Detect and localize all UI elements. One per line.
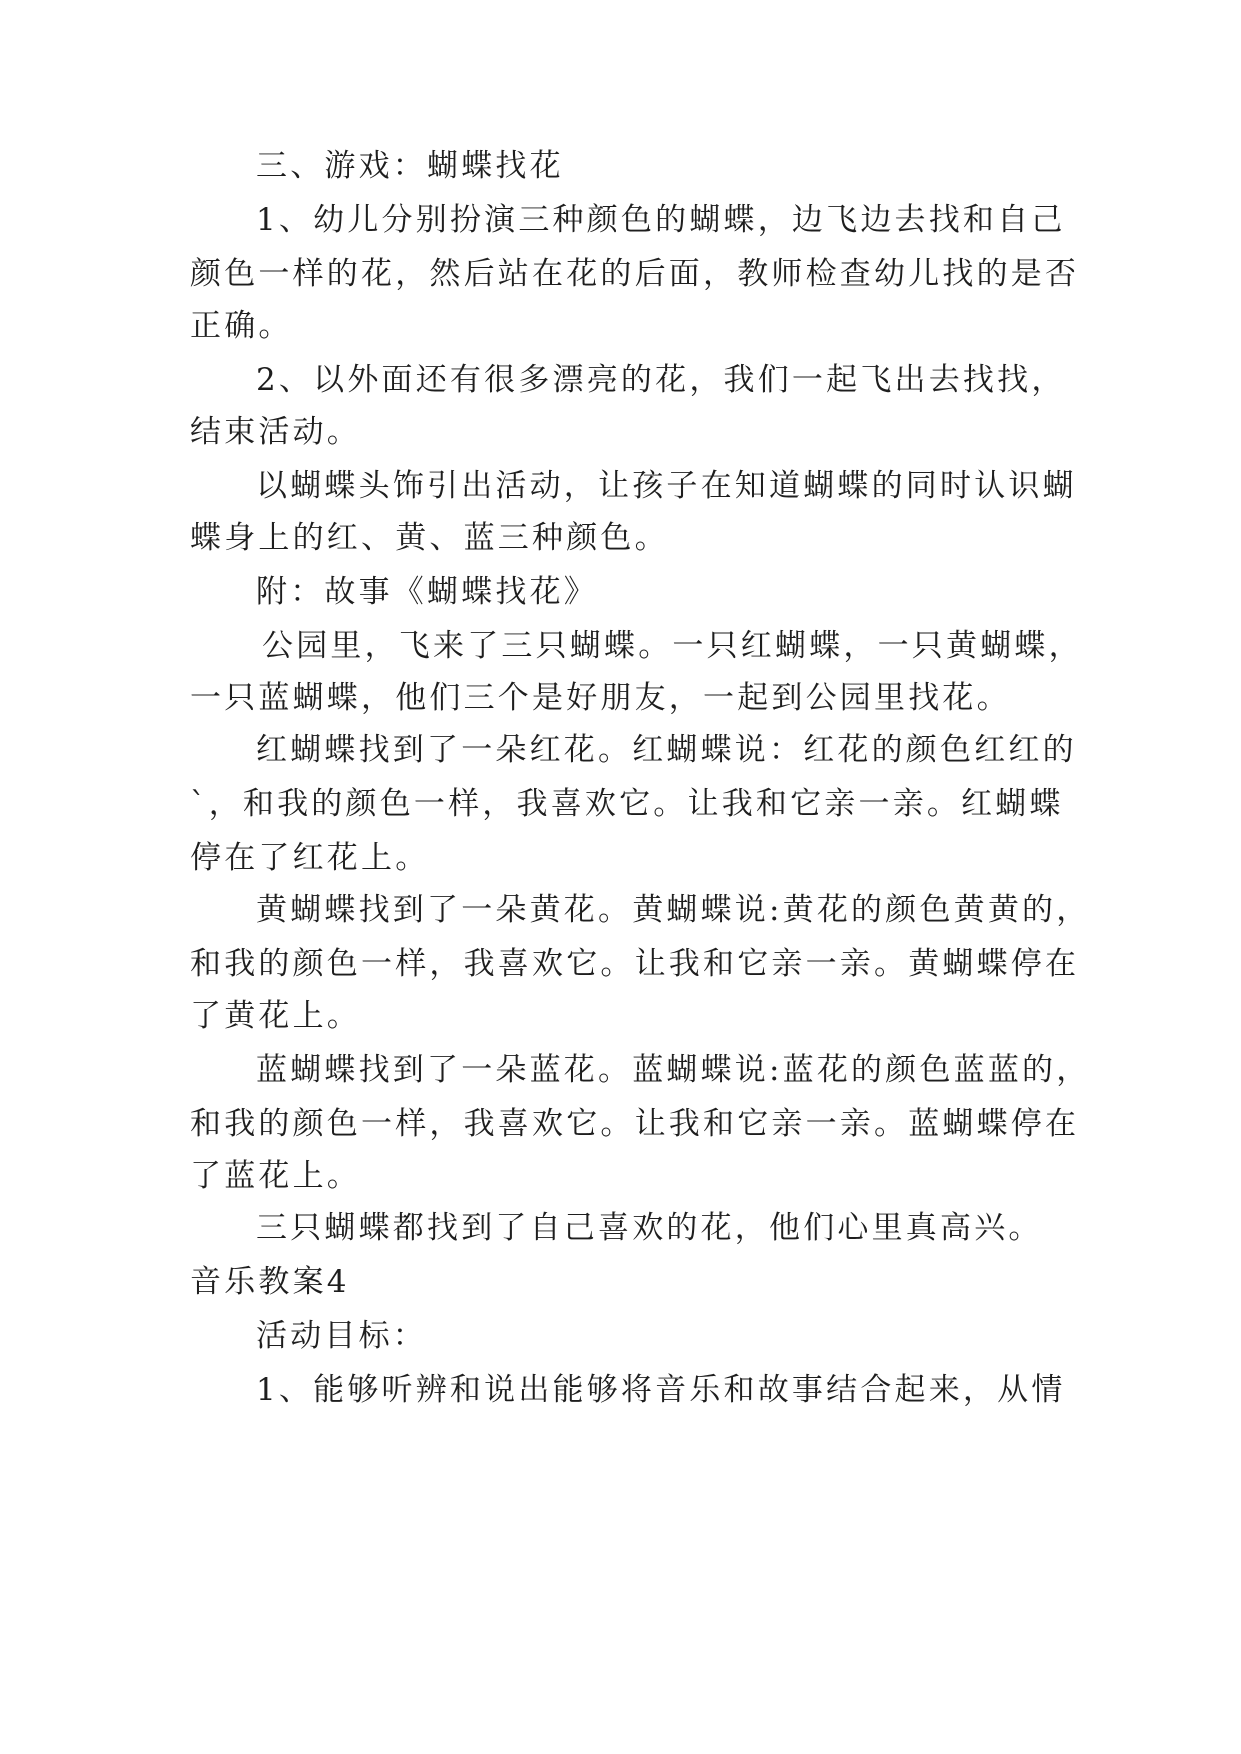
paragraph-line: 1、能够听辨和说出能够将音乐和故事结合起来，从情 [256, 1372, 1066, 1408]
paragraph-line: 红蝴蝶找到了一朵红花。红蝴蝶说：红花的颜色红红的 [256, 732, 1077, 768]
subheading-objectives: 活动目标： [256, 1318, 427, 1354]
paragraph-line: 三只蝴蝶都找到了自己喜欢的花，他们心里真高兴。 [256, 1210, 1043, 1246]
paragraph-line: 1、幼儿分别扮演三种颜色的蝴蝶，边飞边去找和自己 [256, 202, 1066, 238]
paragraph-line: 以蝴蝶头饰引出活动，让孩子在知道蝴蝶的同时认识蝴 [256, 468, 1077, 504]
paragraph-line: 了黄花上。 [190, 998, 361, 1034]
section-heading-music-plan: 音乐教案4 [190, 1264, 350, 1300]
paragraph-line: 和我的颜色一样，我喜欢它。让我和它亲一亲。黄蝴蝶停在 [190, 946, 1080, 982]
paragraph-line: 了蓝花上。 [190, 1158, 361, 1194]
paragraph-line: 蓝蝴蝶找到了一朵蓝花。蓝蝴蝶说:蓝花的颜色蓝蓝的， [256, 1052, 1091, 1088]
paragraph-line: 蝶身上的红、黄、蓝三种颜色。 [190, 520, 669, 556]
paragraph-line: 结束活动。 [190, 414, 361, 450]
paragraph-line: 正确。 [190, 308, 293, 344]
paragraph-line: `，和我的颜色一样，我喜欢它。让我和它亲一亲。红蝴蝶 [190, 786, 1064, 822]
paragraph-line: 公园里，飞来了三只蝴蝶。一只红蝴蝶，一只黄蝴蝶， [262, 628, 1083, 664]
story-title: 附：故事《蝴蝶找花》 [256, 574, 598, 610]
paragraph-line: 和我的颜色一样，我喜欢它。让我和它亲一亲。蓝蝴蝶停在 [190, 1106, 1080, 1142]
paragraph-line: 黄蝴蝶找到了一朵黄花。黄蝴蝶说:黄花的颜色黄黄的， [256, 892, 1091, 928]
paragraph-line: 一只蓝蝴蝶，他们三个是好朋友，一起到公园里找花。 [190, 680, 1011, 716]
section-heading-game: 三、游戏：蝴蝶找花 [256, 148, 564, 184]
paragraph-line: 2、以外面还有很多漂亮的花，我们一起飞出去找找， [256, 362, 1066, 398]
paragraph-line: 停在了红花上。 [190, 840, 430, 876]
paragraph-line: 颜色一样的花，然后站在花的后面，教师检查幼儿找的是否 [190, 256, 1080, 292]
